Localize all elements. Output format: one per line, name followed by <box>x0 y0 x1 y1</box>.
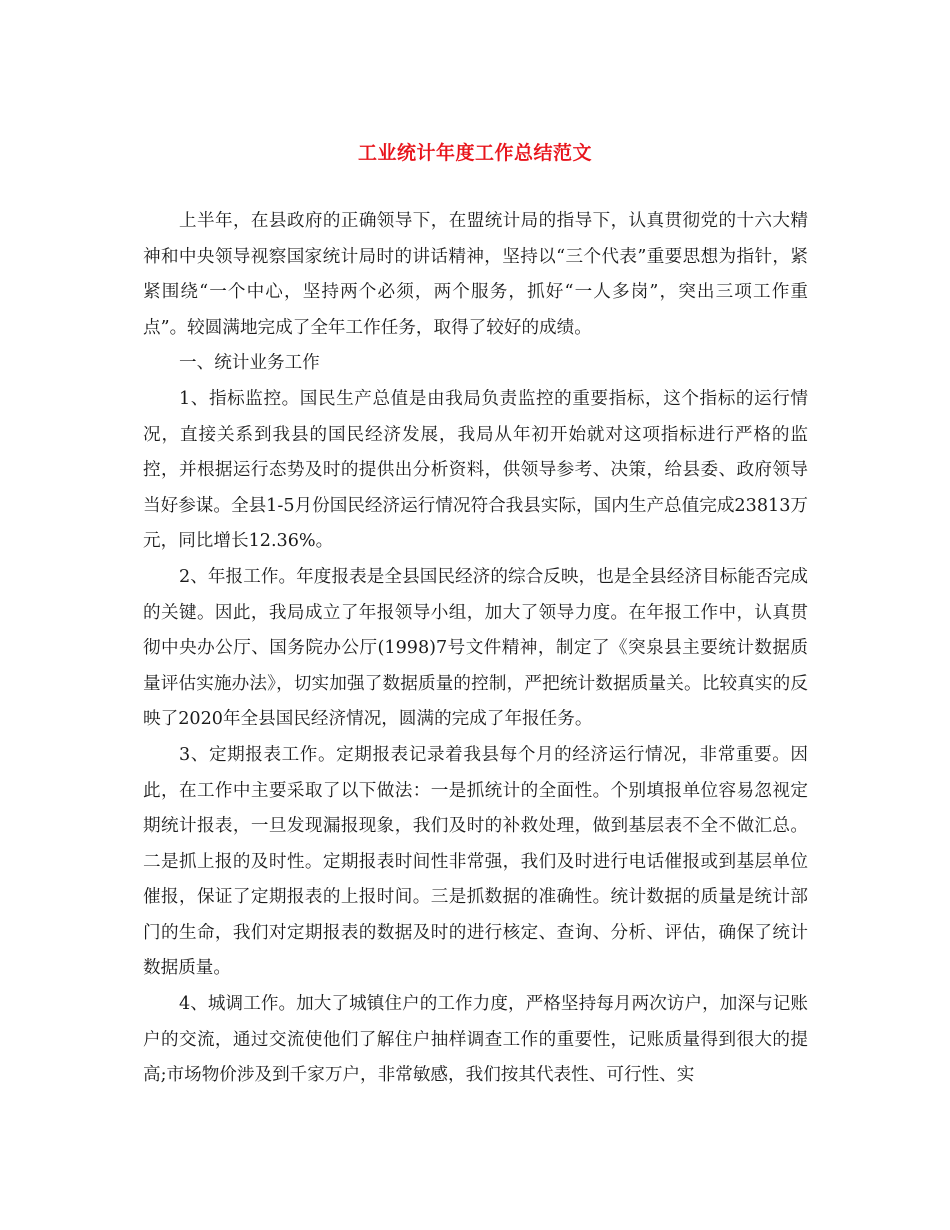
document-body <box>143 204 808 1094</box>
paragraph-intro: 上半年，在县政府的正确领导下，在盟统计局的指导下，认真贯彻党的十六大精神和中央领导视察国家统计局时的讲话精神，坚持以“三个代表”重要思想为指针，紧紧围绕“一个中心，坚持两个必须，两个服务，抓好“一人多岗”，突出三项工作重点”。较圆满地完成了全年工作任务，取得了较好的成绩。 <box>143 211 808 338</box>
document-title: 工业统计年度工作总结范文 <box>357 142 592 164</box>
paragraph-indicator-monitoring: 1、指标监控。国民生产总值是由我局负责监控的重要指标，这个指标的运行情况，直接关系到我县的国民经济发展，我局从年初开始就对这项指标进行严格的监控，并根据运行态势及时的提供出分析资料，供领导参考、决策，给县委、政府领导当好参谋。全县1-5月份国民经济运行情况符合我县实际，国内生产总值完成23813万元，同比增长12.36%。 <box>143 388 808 552</box>
section-heading-statistics-work: 一、统计业务工作 <box>179 353 320 374</box>
paragraph-annual-report: 2、年报工作。年度报表是全县国民经济的综合反映，也是全县经济目标能否完成的关键。因此，我局成立了年报领导小组，加大了领导力度。在年报工作中，认真贯彻中央办公厅、国务院办公厅(1998)7号文件精神，制定了《突泉县主要统计数据质量评估实施办法》，切实加强了数据质量的控制，严把统计数据质量关。比较真实的反映了2020年全县国民经济情况，圆满的完成了年报任务。 <box>143 566 808 730</box>
paragraph-urban-survey: 4、城调工作。加大了城镇住户的工作力度，严格坚持每月两次访户，加深与记账户的交流，通过交流使他们了解住户抽样调查工作的重要性，记账质量得到很大的提高;市场物价涉及到千家万户，非常敏感，我们按其代表性、可行性、实 <box>143 994 808 1086</box>
paragraph-periodic-reports: 3、定期报表工作。定期报表记录着我县每个月的经济运行情况，非常重要。因此，在工作中主要采取了以下做法：一是抓统计的全面性。个别填报单位容易忽视定期统计报表，一旦发现漏报现象，我们及时的补救处理，做到基层表不全不做汇总。二是抓上报的及时性。定期报表时间性非常强，我们及时进行电话催报或到基层单位催报，保证了定期报表的上报时间。三是抓数据的准确性。统计数据的质量是统计部门的生命，我们对定期报表的数据及时的进行核定、查询、分析、评估，确保了统计数据质量。 <box>143 744 808 979</box>
